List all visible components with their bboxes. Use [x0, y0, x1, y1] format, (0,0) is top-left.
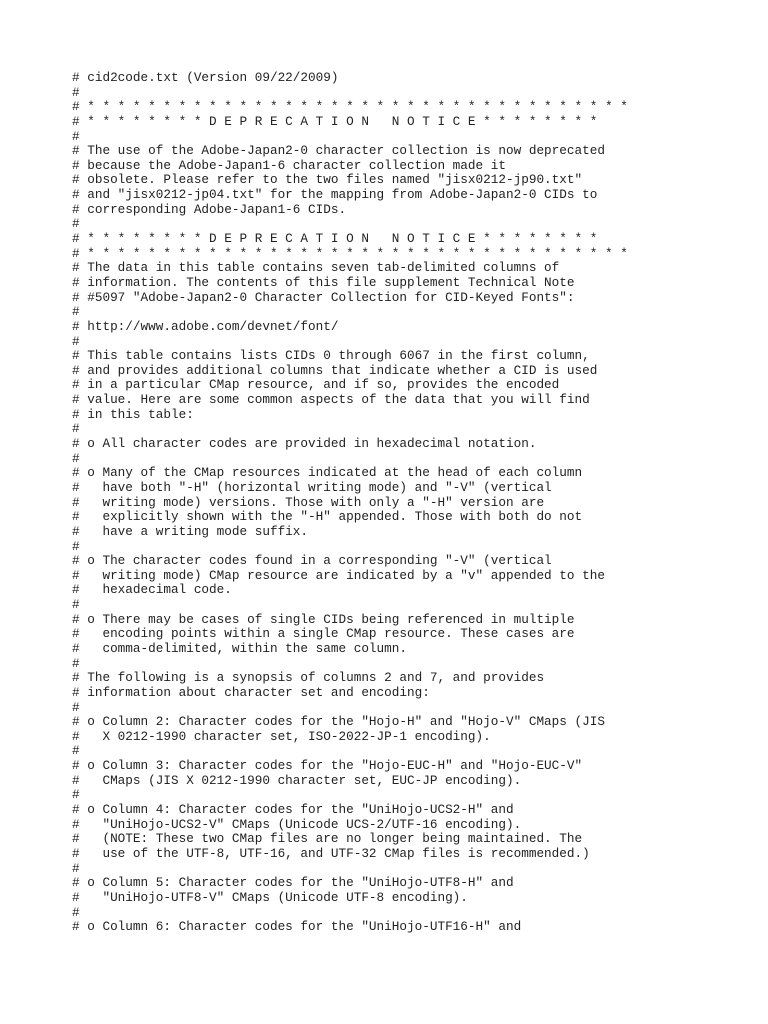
text-line: # * * * * * * * * D E P R E C A T I O N N O T I C E * * * * * * * * [72, 231, 598, 247]
text-line: # o The character codes found in a corresponding "-V" (vertical [72, 553, 552, 569]
text-line: # http://www.adobe.com/devnet/font/ [72, 318, 339, 334]
text-line: # o Many of the CMap resources indicated at the head of each column [72, 465, 583, 481]
text-line: # [72, 421, 80, 437]
text-line: # * * * * * * * * D E P R E C A T I O N N O T I C E * * * * * * * * [72, 113, 598, 129]
text-line: # use of the UTF-8, UTF-16, and UTF-32 CMap files is recommended.) [72, 845, 590, 861]
text-document [72, 71, 752, 935]
text-line: # o All character codes are provided in hexadecimal notation. [72, 436, 537, 452]
text-line: # * * * * * * * * * * * * * * * * * * * * * * * * * * * * * * * * * * * * [72, 99, 628, 115]
text-line: # cid2code.txt (Version 09/22/2009) [72, 70, 339, 85]
text-line: # [72, 333, 80, 349]
text-line: # [72, 450, 80, 466]
text-line: # o Column 4: Character codes for the "UniHojo-UCS2-H" and [72, 802, 514, 818]
text-line: # "UniHojo-UTF8-V" CMaps (Unicode UTF-8 encoding). [72, 889, 468, 905]
text-line: # The following is a synopsis of columns 2 and 7, and provides [72, 670, 545, 686]
text-line: # [72, 787, 80, 803]
text-line: # X 0212-1990 character set, ISO-2022-JP-1 encoding). [72, 728, 491, 744]
text-line: # value. Here are some common aspects of the data that you will find [72, 392, 590, 408]
text-line: # This table contains lists CIDs 0 through 6067 in the first column, [72, 348, 590, 364]
text-line: # have a writing mode suffix. [72, 523, 309, 539]
text-line: # in this table: [72, 406, 194, 422]
text-line: # o Column 6: Character codes for the "UniHojo-UTF16-H" and [72, 919, 522, 935]
text-line: # [72, 538, 80, 554]
text-line: # [72, 597, 80, 613]
text-line: # [72, 904, 80, 920]
text-line: # [72, 304, 80, 320]
text-line: # comma-delimited, within the same column. [72, 640, 408, 656]
text-line: # "UniHojo-UCS2-V" CMaps (Unicode UCS-2/UTF-16 encoding). [72, 816, 522, 832]
text-line: # information. The contents of this file supplement Technical Note [72, 274, 575, 290]
text-line: # because the Adobe-Japan1-6 character collection made it [72, 157, 506, 173]
text-line: # writing mode) CMap resource are indicated by a "v" appended to the [72, 567, 605, 583]
text-line: # [72, 699, 80, 715]
text-line: # hexadecimal code. [72, 582, 232, 598]
text-line: # The data in this table contains seven tab-delimited columns of [72, 260, 560, 276]
text-line: # o Column 2: Character codes for the "Hojo-H" and "Hojo-V" CMaps (JIS [72, 714, 605, 730]
text-line: # information about character set and encoding: [72, 684, 430, 700]
text-line: # [72, 84, 80, 100]
text-line: # [72, 128, 80, 144]
text-line: # (NOTE: These two CMap files are no longer being maintained. The [72, 831, 583, 847]
text-line: # o There may be cases of single CIDs being referenced in multiple [72, 611, 575, 627]
text-line: # o Column 5: Character codes for the "UniHojo-UTF8-H" and [72, 875, 514, 891]
text-line: # and provides additional columns that indicate whether a CID is used [72, 362, 598, 378]
text-line: # obsolete. Please refer to the two files named "jisx0212-jp90.txt" [72, 172, 583, 188]
text-line: # o Column 3: Character codes for the "Hojo-EUC-H" and "Hojo-EUC-V" [72, 758, 583, 774]
text-line: # [72, 743, 80, 759]
text-line: # encoding points within a single CMap resource. These cases are [72, 626, 575, 642]
text-line: # explicitly shown with the "-H" appended. Those with both do not [72, 509, 583, 525]
text-line: # [72, 216, 80, 232]
text-line: # [72, 860, 80, 876]
text-line: # CMaps (JIS X 0212-1990 character set, EUC-JP encoding). [72, 772, 522, 788]
text-line: # [72, 655, 80, 671]
text-line: # The use of the Adobe-Japan2-0 character collection is now deprecated [72, 143, 605, 159]
text-line: # corresponding Adobe-Japan1-6 CIDs. [72, 201, 347, 217]
text-line: # in a particular CMap resource, and if so, provides the encoded [72, 377, 560, 393]
text-line: # have both "-H" (horizontal writing mode) and "-V" (vertical [72, 479, 552, 495]
text-line: # #5097 "Adobe-Japan2-0 Character Collection for CID-Keyed Fonts": [72, 289, 575, 305]
text-line: # writing mode) versions. Those with only a "-H" version are [72, 494, 545, 510]
text-line: # * * * * * * * * * * * * * * * * * * * * * * * * * * * * * * * * * * * * [72, 245, 628, 261]
text-line: # and "jisx0212-jp04.txt" for the mapping from Adobe-Japan2-0 CIDs to [72, 187, 598, 203]
